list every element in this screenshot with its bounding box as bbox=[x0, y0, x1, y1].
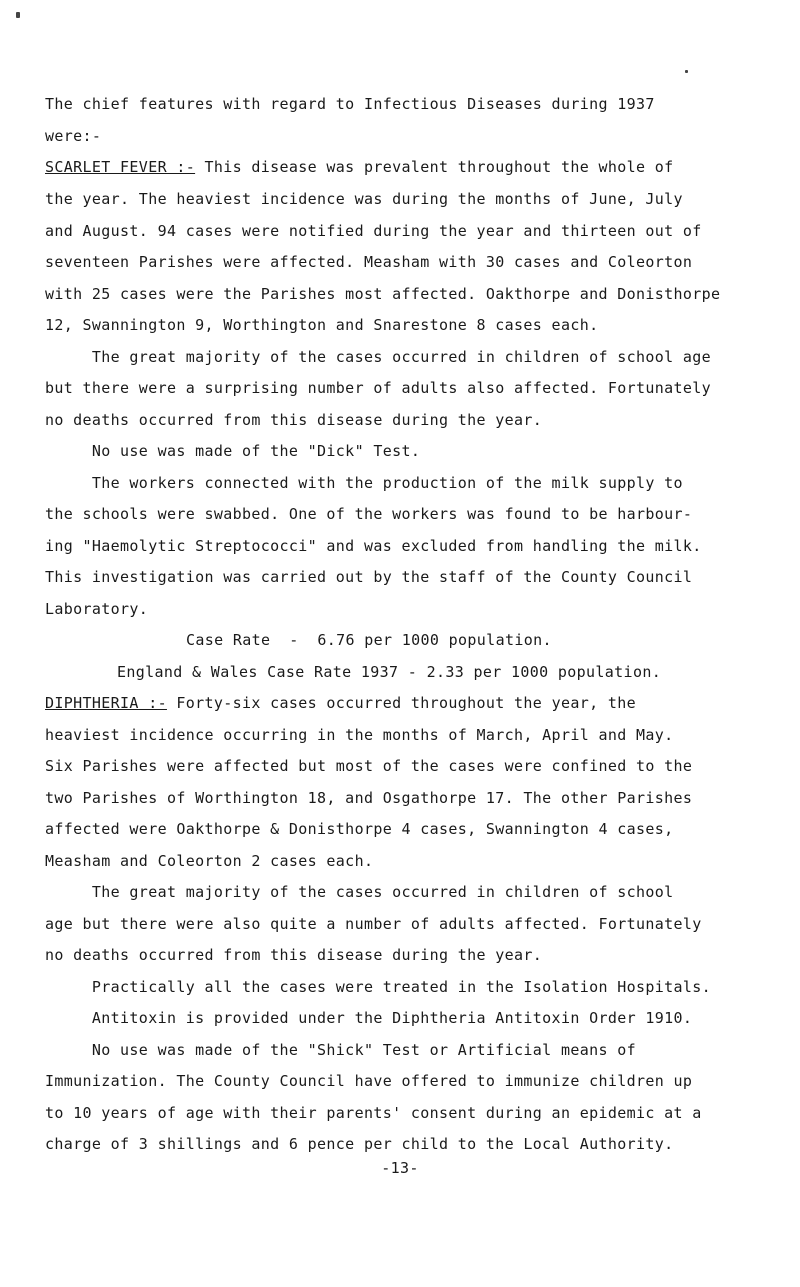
diphtheria-line-10: Antitoxin is provided under the Diphtheria Antitoxin Order 1910. bbox=[45, 1009, 693, 1027]
scarlet-line-0: This disease was prevalent throughout the whole of bbox=[195, 158, 674, 176]
diphtheria-line-11: No use was made of the "Shick" Test or Artificial means of bbox=[45, 1041, 636, 1059]
scarlet-case-rate: Case Rate - 6.76 per 1000 population. bbox=[186, 631, 552, 649]
scarlet-line-7: but there were a surprising number of adults also affected. Fortunately bbox=[45, 379, 712, 397]
diphtheria-line-3: two Parishes of Worthington 18, and Osgathorpe 17. The other Parishes bbox=[45, 789, 693, 807]
scarlet-fever-paragraph-start bbox=[45, 157, 674, 177]
diphtheria-line-8: no deaths occurred from this disease during the year. bbox=[45, 946, 543, 964]
diphtheria-line-6: The great majority of the cases occurred in children of school bbox=[45, 883, 674, 901]
scarlet-line-14: Laboratory. bbox=[45, 600, 149, 618]
diphtheria-line-2: Six Parishes were affected but most of the cases were confined to the bbox=[45, 757, 693, 775]
scan-mark bbox=[16, 12, 20, 18]
diphtheria-heading: DIPHTHERIA :- bbox=[45, 694, 167, 712]
diphtheria-line-4: affected were Oakthorpe & Donisthorpe 4 cases, Swannington 4 cases, bbox=[45, 820, 674, 838]
diphtheria-paragraph-start bbox=[45, 693, 636, 713]
scarlet-line-3: seventeen Parishes were affected. Measham with 30 cases and Coleorton bbox=[45, 253, 693, 271]
scarlet-line-5: 12, Swannington 9, Worthington and Snarestone 8 cases each. bbox=[45, 316, 599, 334]
scarlet-line-13: This investigation was carried out by the staff of the County Council bbox=[45, 568, 693, 586]
scarlet-line-10: The workers connected with the production of the milk supply to bbox=[45, 474, 683, 492]
intro-line-2: were:- bbox=[45, 127, 102, 145]
scarlet-line-12: ing "Haemolytic Streptococci" and was excluded from handling the milk. bbox=[45, 537, 702, 555]
diphtheria-line-9: Practically all the cases were treated in the Isolation Hospitals. bbox=[45, 978, 712, 996]
scarlet-line-1: the year. The heaviest incidence was during the months of June, July bbox=[45, 190, 683, 208]
diphtheria-line-13: to 10 years of age with their parents' consent during an epidemic at a bbox=[45, 1104, 702, 1122]
diphtheria-line-7: age but there were also quite a number of adults affected. Fortunately bbox=[45, 915, 702, 933]
scan-dot bbox=[685, 70, 688, 73]
scarlet-line-2: and August. 94 cases were notified during the year and thirteen out of bbox=[45, 222, 702, 240]
scarlet-line-6: The great majority of the cases occurred in children of school age bbox=[45, 348, 712, 366]
scarlet-line-8: no deaths occurred from this disease during the year. bbox=[45, 411, 543, 429]
scarlet-national-rate: England & Wales Case Rate 1937 - 2.33 per 1000 population. bbox=[117, 663, 662, 681]
scarlet-line-4: with 25 cases were the Parishes most affected. Oakthorpe and Donisthorpe bbox=[45, 285, 721, 303]
scarlet-fever-heading: SCARLET FEVER :- bbox=[45, 158, 196, 176]
diphtheria-line-14: charge of 3 shillings and 6 pence per child to the Local Authority. bbox=[45, 1135, 674, 1153]
page-number: -13- bbox=[381, 1159, 419, 1177]
scarlet-line-9: No use was made of the "Dick" Test. bbox=[45, 442, 421, 460]
diphtheria-line-0: Forty-six cases occurred throughout the year, the bbox=[166, 694, 636, 712]
scarlet-line-11: the schools were swabbed. One of the workers was found to be harbour- bbox=[45, 505, 693, 523]
intro-line-1: The chief features with regard to Infectious Diseases during 1937 bbox=[45, 95, 655, 113]
diphtheria-line-1: heaviest incidence occurring in the months of March, April and May. bbox=[45, 726, 674, 744]
diphtheria-line-5: Measham and Coleorton 2 cases each. bbox=[45, 852, 374, 870]
diphtheria-line-12: Immunization. The County Council have offered to immunize children up bbox=[45, 1072, 693, 1090]
